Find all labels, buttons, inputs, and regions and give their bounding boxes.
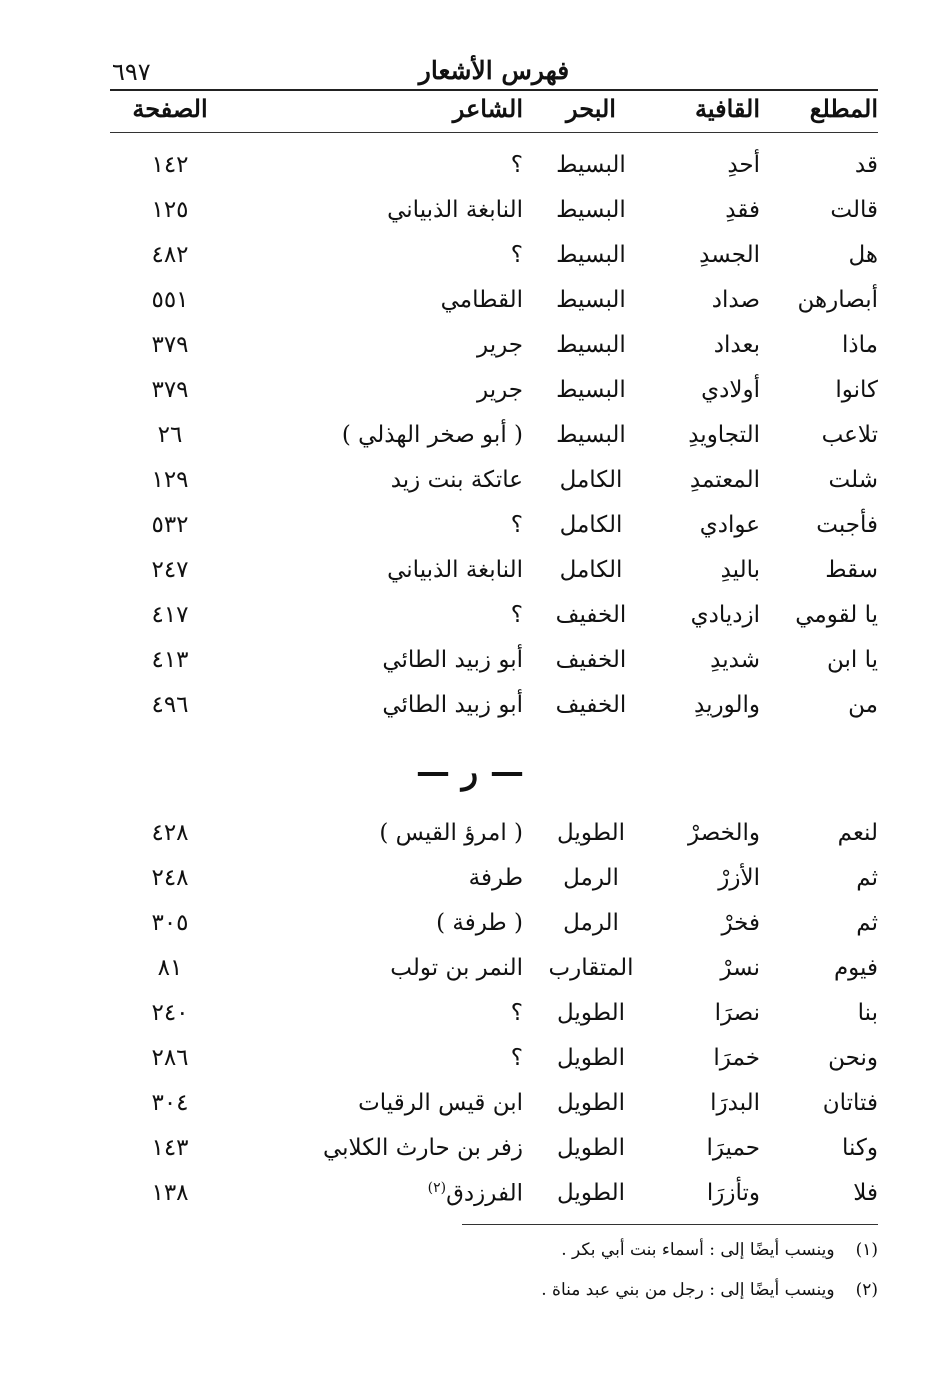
cell-matla	[768, 647, 878, 673]
cell-qafiya	[650, 197, 760, 223]
cell-bahr	[541, 1000, 641, 1026]
cell-qafiya	[650, 1045, 760, 1071]
table-row	[110, 1090, 878, 1130]
cell-matla	[768, 692, 878, 718]
cell-bahr-text: البسيط	[556, 242, 626, 268]
cell-matla-text: بنا	[857, 1000, 878, 1026]
table-row	[110, 1045, 878, 1085]
cell-matla	[768, 242, 878, 268]
header-rule	[110, 89, 878, 91]
cell-page-text: ٣٠٥	[151, 910, 189, 936]
cell-bahr	[541, 242, 641, 268]
cell-shaer	[303, 910, 523, 936]
cell-bahr	[541, 647, 641, 673]
cell-matla-text: فأجبت	[816, 512, 878, 538]
cell-matla-text: فتاتان	[822, 1090, 878, 1116]
cell-page-text: ٤٢٨	[151, 820, 189, 846]
table-row	[110, 287, 878, 327]
cell-bahr	[541, 332, 641, 358]
cell-shaer	[303, 865, 523, 891]
table-row	[110, 467, 878, 507]
cell-qafiya-text: أولادي	[701, 377, 760, 403]
cell-matla	[768, 197, 878, 223]
cell-shaer	[303, 467, 523, 493]
cell-shaer-text: الفرزدق	[446, 1180, 523, 1207]
cell-bahr	[541, 865, 641, 891]
cell-page-text: ٢٤٠	[151, 1000, 189, 1026]
cell-page-text: ٣٧٩	[151, 377, 189, 403]
cell-page	[120, 865, 220, 891]
cell-qafiya-text: حميرَا	[706, 1135, 760, 1161]
cell-shaer-text: جرير	[477, 332, 523, 358]
cell-matla	[768, 1135, 878, 1161]
table-row	[110, 557, 878, 597]
cell-matla	[768, 602, 878, 628]
table-row	[110, 865, 878, 905]
cell-page	[120, 1090, 220, 1116]
cell-qafiya	[650, 602, 760, 628]
cell-bahr-text: الكامل	[559, 557, 623, 583]
cell-shaer	[303, 820, 523, 846]
cell-page	[120, 287, 220, 313]
cell-bahr	[541, 152, 641, 178]
cell-shaer-text: زفر بن حارث الكلابي	[322, 1135, 523, 1161]
cell-matla	[768, 1000, 878, 1026]
cell-shaer-text: عاتكة بنت زيد	[390, 467, 523, 493]
cell-page-text: ١٣٨	[151, 1180, 189, 1206]
cell-bahr-text: الخفيف	[555, 602, 627, 628]
cell-qafiya-text: صداد	[711, 287, 760, 313]
cell-bahr-text: الطويل	[557, 1180, 625, 1206]
cell-matla	[768, 557, 878, 583]
cell-matla-text: سقط	[825, 557, 878, 583]
cell-matla-text: يا ابن	[826, 647, 878, 673]
cell-qafiya	[650, 1135, 760, 1161]
cell-qafiya	[650, 557, 760, 583]
column-header-page: الصفحة	[132, 94, 208, 123]
table-row	[110, 955, 878, 995]
footnote-number: (١)	[855, 1240, 878, 1260]
cell-bahr-text: الطويل	[557, 1045, 625, 1071]
cell-page-text: ٨١	[157, 955, 183, 981]
cell-shaer-text: القطامي	[440, 287, 523, 313]
cell-page-text: ٥٥١	[151, 287, 189, 313]
cell-qafiya	[650, 647, 760, 673]
cell-shaer-text: ؟	[510, 602, 523, 628]
cell-qafiya-text: بعداد	[713, 332, 760, 358]
cell-matla	[768, 910, 878, 936]
cell-matla-text: ثم	[856, 910, 878, 936]
cell-page-text: ٤٨٢	[151, 242, 189, 268]
cell-qafiya-text: التجاويدِ	[688, 422, 760, 448]
cell-bahr-text: الخفيف	[555, 647, 627, 673]
cell-shaer-text: النابغة الذبياني	[387, 197, 523, 223]
cell-matla	[768, 422, 878, 448]
cell-page-text: ١٢٩	[151, 467, 189, 493]
cell-shaer-text: طرفة	[468, 865, 523, 891]
cell-page	[120, 820, 220, 846]
cell-bahr	[541, 692, 641, 718]
cell-shaer-text: ؟	[510, 512, 523, 538]
cell-bahr	[541, 512, 641, 538]
cell-qafiya-text: نسرْ	[720, 955, 760, 981]
cell-page	[120, 197, 220, 223]
cell-matla-text: هل	[848, 242, 878, 268]
cell-shaer-text: أبو زبيد الطائي	[382, 692, 523, 718]
cell-shaer-text: ؟	[510, 152, 523, 178]
cell-page	[120, 910, 220, 936]
cell-matla	[768, 955, 878, 981]
cell-bahr	[541, 602, 641, 628]
column-header-rule	[110, 132, 878, 133]
cell-qafiya-text: البدرَا	[710, 1090, 760, 1116]
table-row	[110, 1180, 878, 1220]
cell-bahr-text: الطويل	[557, 1135, 625, 1161]
cell-matla-text: ماذا	[842, 332, 878, 358]
cell-shaer	[303, 287, 523, 313]
cell-qafiya	[650, 910, 760, 936]
cell-shaer	[303, 647, 523, 673]
cell-page	[120, 152, 220, 178]
cell-shaer	[303, 422, 523, 448]
cell-page-text: ١٤٢	[151, 152, 189, 178]
cell-page-text: ٥٣٢	[151, 512, 189, 538]
cell-bahr-text: الطويل	[557, 1000, 625, 1026]
cell-qafiya-text: فخرْ	[721, 910, 760, 936]
cell-shaer	[303, 512, 523, 538]
cell-bahr	[541, 557, 641, 583]
cell-page-text: ١٢٥	[151, 197, 189, 223]
cell-shaer-text: النابغة الذبياني	[387, 557, 523, 583]
cell-bahr-text: البسيط	[556, 422, 626, 448]
cell-page	[120, 422, 220, 448]
cell-bahr-text: الكامل	[559, 467, 623, 493]
footnote-ref: (٢)	[427, 1180, 447, 1196]
cell-bahr	[541, 467, 641, 493]
running-title: فهرس الأشعار	[418, 56, 570, 85]
table-row	[110, 602, 878, 642]
cell-qafiya-text: خمرَا	[713, 1045, 760, 1071]
column-header-shaer: الشاعر	[452, 94, 523, 123]
table-row	[110, 1135, 878, 1175]
footnote-text: وينسب أيضًا إلى : أسماء بنت أبي بكر .	[561, 1240, 835, 1260]
cell-qafiya-text: والخصرْ	[688, 820, 760, 846]
cell-matla-text: شلت	[828, 467, 878, 493]
cell-bahr-text: الرمل	[563, 865, 619, 891]
cell-shaer	[303, 692, 523, 718]
cell-bahr	[541, 377, 641, 403]
cell-matla	[768, 377, 878, 403]
cell-page-text: ٢٨٦	[151, 1045, 189, 1071]
cell-page	[120, 1045, 220, 1071]
cell-shaer	[303, 1090, 523, 1116]
cell-matla	[768, 332, 878, 358]
cell-qafiya-text: الجسدِ	[699, 242, 760, 268]
cell-bahr-text: البسيط	[556, 287, 626, 313]
cell-bahr-text: المتقارب	[548, 955, 634, 981]
footnote	[378, 1240, 878, 1260]
cell-page	[120, 557, 220, 583]
cell-page-text: ٢٦	[157, 422, 183, 448]
column-header-qafiya: القافية	[694, 94, 760, 123]
table-row	[110, 910, 878, 950]
cell-matla-text: وكنا	[841, 1135, 878, 1161]
page-header	[110, 52, 878, 90]
cell-bahr	[541, 287, 641, 313]
cell-shaer	[303, 1135, 523, 1161]
cell-matla-text: تلاعب	[821, 422, 878, 448]
cell-bahr	[541, 1090, 641, 1116]
cell-qafiya	[650, 242, 760, 268]
table-row	[110, 512, 878, 552]
cell-page-text: ١٤٣	[151, 1135, 189, 1161]
cell-matla	[768, 1090, 878, 1116]
cell-page	[120, 692, 220, 718]
cell-matla-text: فيوم	[833, 955, 878, 981]
cell-matla-text: قالت	[830, 197, 878, 223]
table-row	[110, 242, 878, 282]
cell-qafiya	[650, 692, 760, 718]
cell-bahr-text: البسيط	[556, 332, 626, 358]
cell-shaer	[303, 1000, 523, 1026]
cell-shaer-text: ؟	[510, 242, 523, 268]
cell-matla-text: كانوا	[835, 377, 878, 403]
cell-qafiya-text: شديدِ	[710, 647, 760, 673]
cell-shaer-text: ( طرفة )	[436, 910, 523, 936]
cell-qafiya	[650, 1180, 760, 1206]
cell-bahr-text: الخفيف	[555, 692, 627, 718]
cell-qafiya	[650, 422, 760, 448]
cell-shaer-text: النمر بن تولب	[390, 955, 523, 981]
footnote-number: (٢)	[855, 1280, 878, 1300]
table-row	[110, 332, 878, 372]
cell-bahr	[541, 910, 641, 936]
cell-bahr-text: الطويل	[557, 1090, 625, 1116]
cell-matla	[768, 287, 878, 313]
cell-bahr	[541, 1045, 641, 1071]
cell-bahr	[541, 1135, 641, 1161]
cell-shaer	[303, 377, 523, 403]
cell-bahr	[541, 422, 641, 448]
cell-shaer-text: ( امرؤ القيس )	[379, 820, 523, 846]
cell-shaer	[303, 955, 523, 981]
cell-qafiya-text: نصرَا	[714, 1000, 760, 1026]
cell-page-text: ٣٧٩	[151, 332, 189, 358]
cell-shaer	[303, 602, 523, 628]
cell-page	[120, 512, 220, 538]
cell-qafiya-text: فقدِ	[725, 197, 760, 223]
cell-bahr-text: الطويل	[557, 820, 625, 846]
cell-page-text: ٤١٧	[151, 602, 189, 628]
cell-matla	[768, 512, 878, 538]
cell-qafiya	[650, 377, 760, 403]
cell-qafiya-text: المعتمدِ	[689, 467, 760, 493]
page-number: ٦٩٧	[112, 58, 151, 86]
cell-page	[120, 467, 220, 493]
cell-shaer-text: ( أبو صخر الهذلي )	[341, 422, 523, 448]
cell-matla-text: يا لقومي	[795, 602, 878, 628]
cell-qafiya	[650, 152, 760, 178]
column-header-matla: المطلع	[809, 94, 878, 123]
cell-page-text: ٤٩٦	[151, 692, 189, 718]
cell-qafiya	[650, 955, 760, 981]
cell-shaer-text: جرير	[477, 377, 523, 403]
column-header-bahr: البحر	[566, 94, 616, 123]
cell-page-text: ٢٤٧	[151, 557, 189, 583]
cell-matla	[768, 1045, 878, 1071]
footnote-rule	[462, 1224, 878, 1225]
table-row	[110, 197, 878, 237]
cell-shaer	[303, 1045, 523, 1071]
cell-matla	[768, 865, 878, 891]
cell-matla	[768, 467, 878, 493]
cell-shaer	[303, 197, 523, 223]
table-row	[110, 647, 878, 687]
cell-bahr-text: البسيط	[556, 152, 626, 178]
cell-qafiya	[650, 512, 760, 538]
cell-bahr	[541, 1180, 641, 1206]
cell-page	[120, 955, 220, 981]
table-row	[110, 377, 878, 417]
cell-matla	[768, 820, 878, 846]
cell-page	[120, 602, 220, 628]
cell-page	[120, 1180, 220, 1206]
cell-matla-text: فلا	[853, 1180, 878, 1206]
cell-matla-text: لنعم	[837, 820, 878, 846]
cell-qafiya-text: الأزرْ	[718, 865, 760, 891]
cell-bahr	[541, 197, 641, 223]
cell-page	[120, 647, 220, 673]
column-headers	[110, 94, 878, 130]
cell-qafiya	[650, 287, 760, 313]
footnote	[378, 1280, 878, 1300]
cell-matla	[768, 1180, 878, 1206]
table-row	[110, 820, 878, 860]
cell-bahr-text: البسيط	[556, 377, 626, 403]
section-mark-ra: — ر —	[415, 752, 525, 792]
cell-qafiya-text: باليدِ	[720, 557, 760, 583]
cell-shaer	[303, 557, 523, 583]
table-row	[110, 1000, 878, 1040]
cell-shaer	[303, 332, 523, 358]
cell-page	[120, 377, 220, 403]
cell-qafiya	[650, 820, 760, 846]
cell-shaer-text: ؟	[510, 1045, 523, 1071]
cell-page	[120, 1135, 220, 1161]
cell-matla	[768, 152, 878, 178]
cell-matla-text: قد	[854, 152, 878, 178]
table-row	[110, 422, 878, 462]
table-row	[110, 692, 878, 732]
cell-bahr-text: البسيط	[556, 197, 626, 223]
cell-shaer-text: ؟	[510, 1000, 523, 1026]
cell-qafiya-text: أحدِ	[727, 152, 760, 178]
cell-qafiya	[650, 332, 760, 358]
cell-shaer-text: ابن قيس الرقيات	[358, 1090, 523, 1116]
table-row	[110, 152, 878, 192]
cell-qafiya	[650, 467, 760, 493]
cell-qafiya-text: والوريدِ	[694, 692, 760, 718]
cell-bahr-text: الكامل	[559, 512, 623, 538]
cell-matla-text: أبصارهن	[797, 287, 878, 313]
cell-shaer	[303, 242, 523, 268]
cell-qafiya	[650, 1090, 760, 1116]
cell-page	[120, 332, 220, 358]
cell-page-text: ٣٠٤	[151, 1090, 189, 1116]
cell-page	[120, 1000, 220, 1026]
cell-shaer-text: أبو زبيد الطائي	[382, 647, 523, 673]
cell-qafiya	[650, 865, 760, 891]
cell-page-text: ٢٤٨	[151, 865, 189, 891]
cell-bahr	[541, 955, 641, 981]
footnote-text: وينسب أيضًا إلى : رجل من بني عبد مناة .	[541, 1280, 835, 1300]
cell-shaer	[303, 1180, 523, 1207]
cell-bahr	[541, 820, 641, 846]
cell-matla-text: من	[848, 692, 878, 718]
cell-shaer	[303, 152, 523, 178]
cell-qafiya-text: وتأزرَا	[706, 1180, 760, 1206]
cell-page	[120, 242, 220, 268]
cell-bahr-text: الرمل	[563, 910, 619, 936]
cell-page-text: ٤١٣	[151, 647, 189, 673]
cell-matla-text: ونحن	[828, 1045, 878, 1071]
cell-matla-text: ثم	[856, 865, 878, 891]
cell-qafiya-text: ازديادي	[690, 602, 760, 628]
cell-qafiya-text: عوادي	[699, 512, 760, 538]
cell-qafiya	[650, 1000, 760, 1026]
